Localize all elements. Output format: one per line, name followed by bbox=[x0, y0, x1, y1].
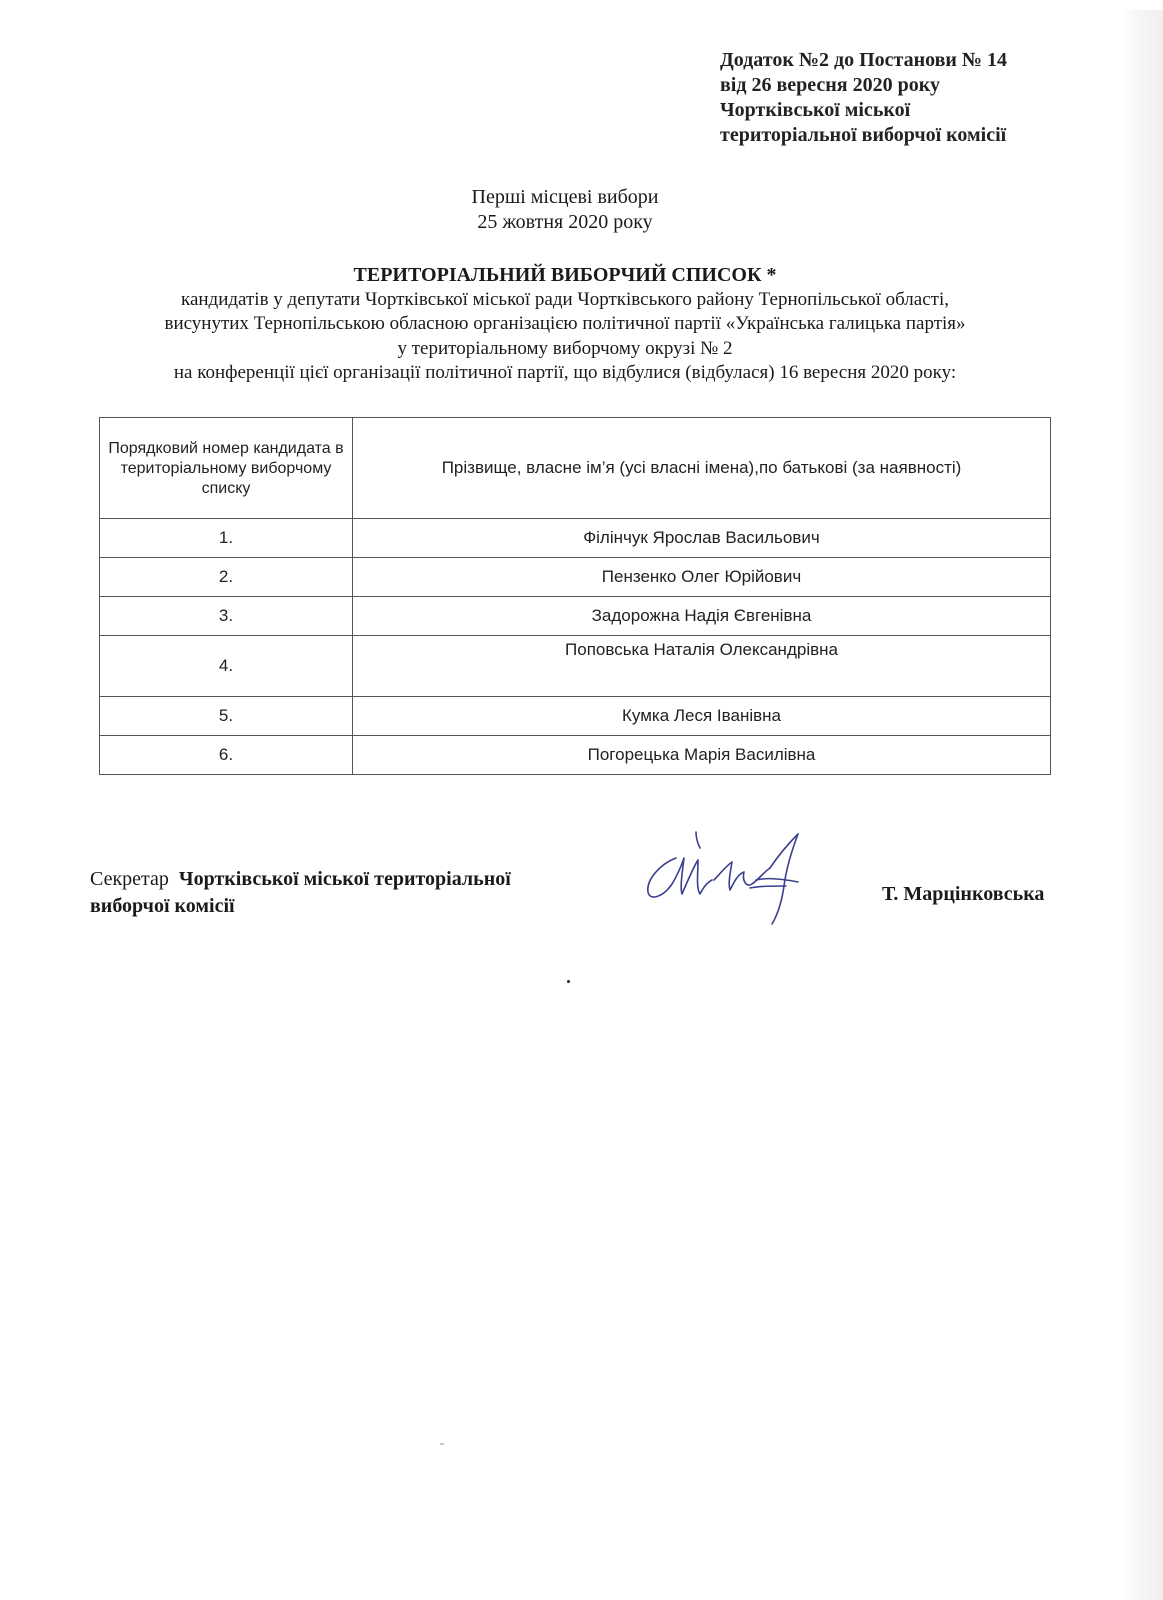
bleed-through-text bbox=[120, 56, 410, 128]
row-name: Філінчук Ярослав Васильович bbox=[353, 519, 1051, 558]
row-number: 2. bbox=[100, 558, 353, 597]
secretary-role: Секретар bbox=[90, 868, 169, 890]
commission-name-line-2: виборчої комісії bbox=[90, 895, 235, 917]
row-name: Задорожна Надія Євгенівна bbox=[353, 597, 1051, 636]
election-name: Перші місцеві вибори bbox=[471, 186, 659, 208]
row-number: 4. bbox=[100, 636, 353, 697]
appendix-line-1: Додаток №2 до Постанови № 14 bbox=[720, 49, 1008, 71]
table-row bbox=[100, 519, 1051, 558]
description-line-4: на конференції цієї організації політичної партії, що відбулися (відбулася) 16 вересня 2020 року: bbox=[173, 362, 957, 383]
row-number: 6. bbox=[100, 736, 353, 775]
candidates-table bbox=[99, 417, 1051, 775]
header-name: Прізвище, власне ім’я (усі власні імена),по батькові (за наявності) bbox=[353, 418, 1051, 519]
table-row bbox=[100, 558, 1051, 597]
appendix-line-4: територіальної виборчої комісії bbox=[720, 124, 1007, 146]
secretary-block bbox=[90, 866, 511, 920]
table-header-row bbox=[100, 418, 1051, 519]
scan-speck bbox=[440, 1443, 444, 1445]
appendix-line-2: від 26 вересня 2020 року bbox=[720, 74, 940, 96]
row-number: 5. bbox=[100, 697, 353, 736]
appendix-header bbox=[720, 48, 1080, 148]
description-line-2: висунутих Тернопільською обласною організацією політичної партії «Українська галицька партія» bbox=[164, 313, 966, 334]
appendix-line-3: Чортківської міської bbox=[720, 99, 911, 121]
row-name: Пензенко Олег Юрійович bbox=[353, 558, 1051, 597]
table-row bbox=[100, 697, 1051, 736]
row-name: Поповська Наталія Олександрівна bbox=[353, 636, 1051, 697]
description-line-1: кандидатів у депутати Чортківської міської ради Чортківського району Тернопільської області, bbox=[181, 289, 949, 310]
list-title: ТЕРИТОРІАЛЬНИЙ ВИБОРЧИЙ СПИСОК * bbox=[353, 264, 777, 286]
signer-name: Т. Марцінковська bbox=[882, 883, 1045, 905]
description-line-3: у територіальному виборчому окрузі № 2 bbox=[397, 338, 733, 359]
commission-name-line-1: Чортківської міської територіальної bbox=[178, 868, 511, 890]
row-number: 3. bbox=[100, 597, 353, 636]
table-row bbox=[100, 597, 1051, 636]
signature-icon bbox=[638, 830, 828, 930]
header-number: Порядковий номер кандидата в територіальному виборчому списку bbox=[100, 418, 353, 519]
table-row bbox=[100, 736, 1051, 775]
election-date: 25 жовтня 2020 року bbox=[477, 211, 653, 233]
row-name: Кумка Леся Іванівна bbox=[353, 697, 1051, 736]
row-name: Погорецька Марія Василівна bbox=[353, 736, 1051, 775]
table-row bbox=[100, 636, 1051, 697]
row-number: 1. bbox=[100, 519, 353, 558]
scan-edge-shadow bbox=[1121, 10, 1163, 1600]
ink-dot bbox=[567, 980, 570, 983]
